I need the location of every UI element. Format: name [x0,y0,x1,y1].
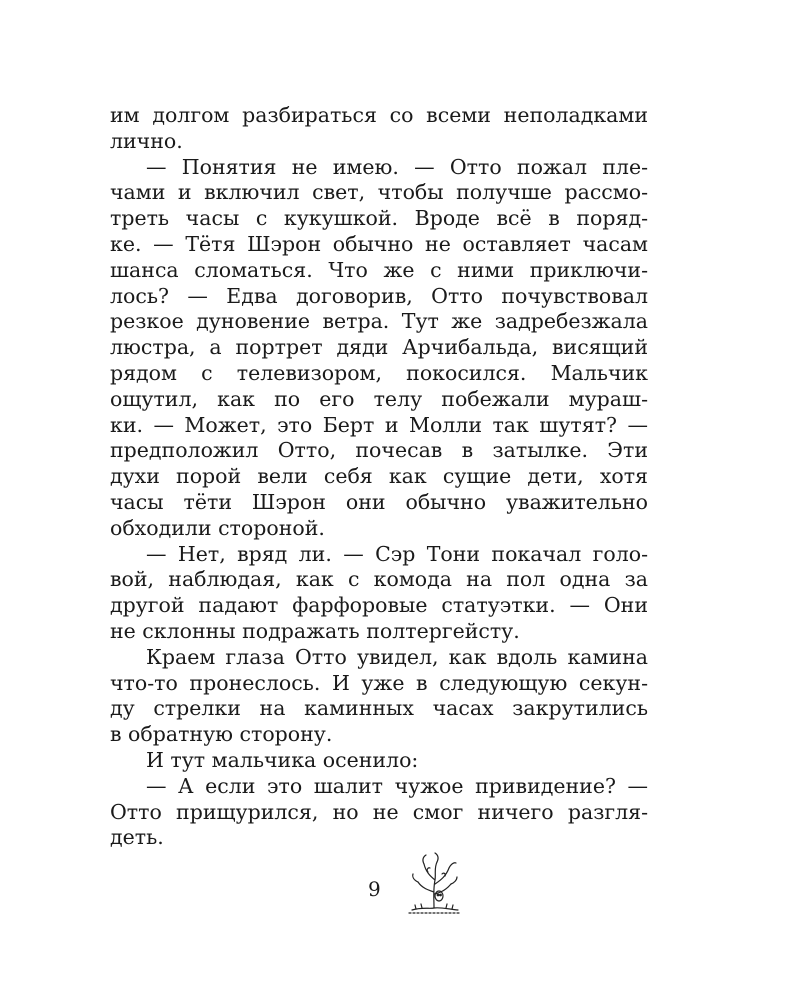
text-line: лось? — Едва договорив, Отто почувствовал [110,283,648,308]
text-line: духи порой вели себя как сущие дети, хотя [110,464,648,489]
text-line: обходили стороной. [110,515,325,540]
text-line: предположил Отто, почесав в затылке. Эти [110,438,648,463]
text-line: шанса сломаться. Что же с ними приключи- [110,257,648,282]
text-line: лично. [110,128,183,153]
text-line: часы тёти Шэрон они обычно уважительно [110,489,648,514]
text-line: другой падают фарфоровые статуэтки. — Они [110,593,648,618]
text-line: Краем глаза Отто увидел, как вдоль камина [146,644,648,669]
text-line: рядом с телевизором, покосился. Мальчик [110,360,648,385]
text-line: деть. [110,825,164,850]
text-line: — Понятия не имею. — Отто пожал пле- [146,154,648,179]
text-line: вой, наблюдая, как с комода на пол одна за [110,567,648,592]
text-line: в обратную сторону. [110,722,333,747]
text-line: чами и включил свет, чтобы получше рассмо- [110,180,648,205]
ghost-tree-icon [404,850,464,920]
text-line: что-то пронеслось. И уже в следующую секун- [110,670,648,695]
text-line: треть часы с кукушкой. Вроде всё в поряд- [110,206,648,231]
page-text [110,103,648,851]
text-line: люстра, а портрет дяди Арчибальда, висящий [110,335,648,360]
text-line: им долгом разбираться со всеми неполадками [110,103,648,127]
text-line: ощутил, как по его телу побежали мураш- [110,386,648,411]
text-line: ке. — Тётя Шэрон обычно не оставляет часам [110,231,648,256]
text-line: — А если это шалит чужое привидение? — [146,773,648,798]
text-line: — Нет, вряд ли. — Сэр Тони покачал голо- [146,541,648,566]
text-line: ки. — Может, это Берт и Молли так шутят? — [110,412,648,437]
text-line: Отто прищурился, но не смог ничего разгля- [110,799,648,824]
text-line: И тут мальчика осенило: [146,747,419,772]
text-line: не склонны подражать полтергейсту. [110,618,520,643]
page-number: 9 [368,877,381,901]
text-line: резкое дуновение ветра. Тут же задребезжала [110,309,648,334]
text-line: ду стрелки на каминных часах закрутились [110,696,648,721]
